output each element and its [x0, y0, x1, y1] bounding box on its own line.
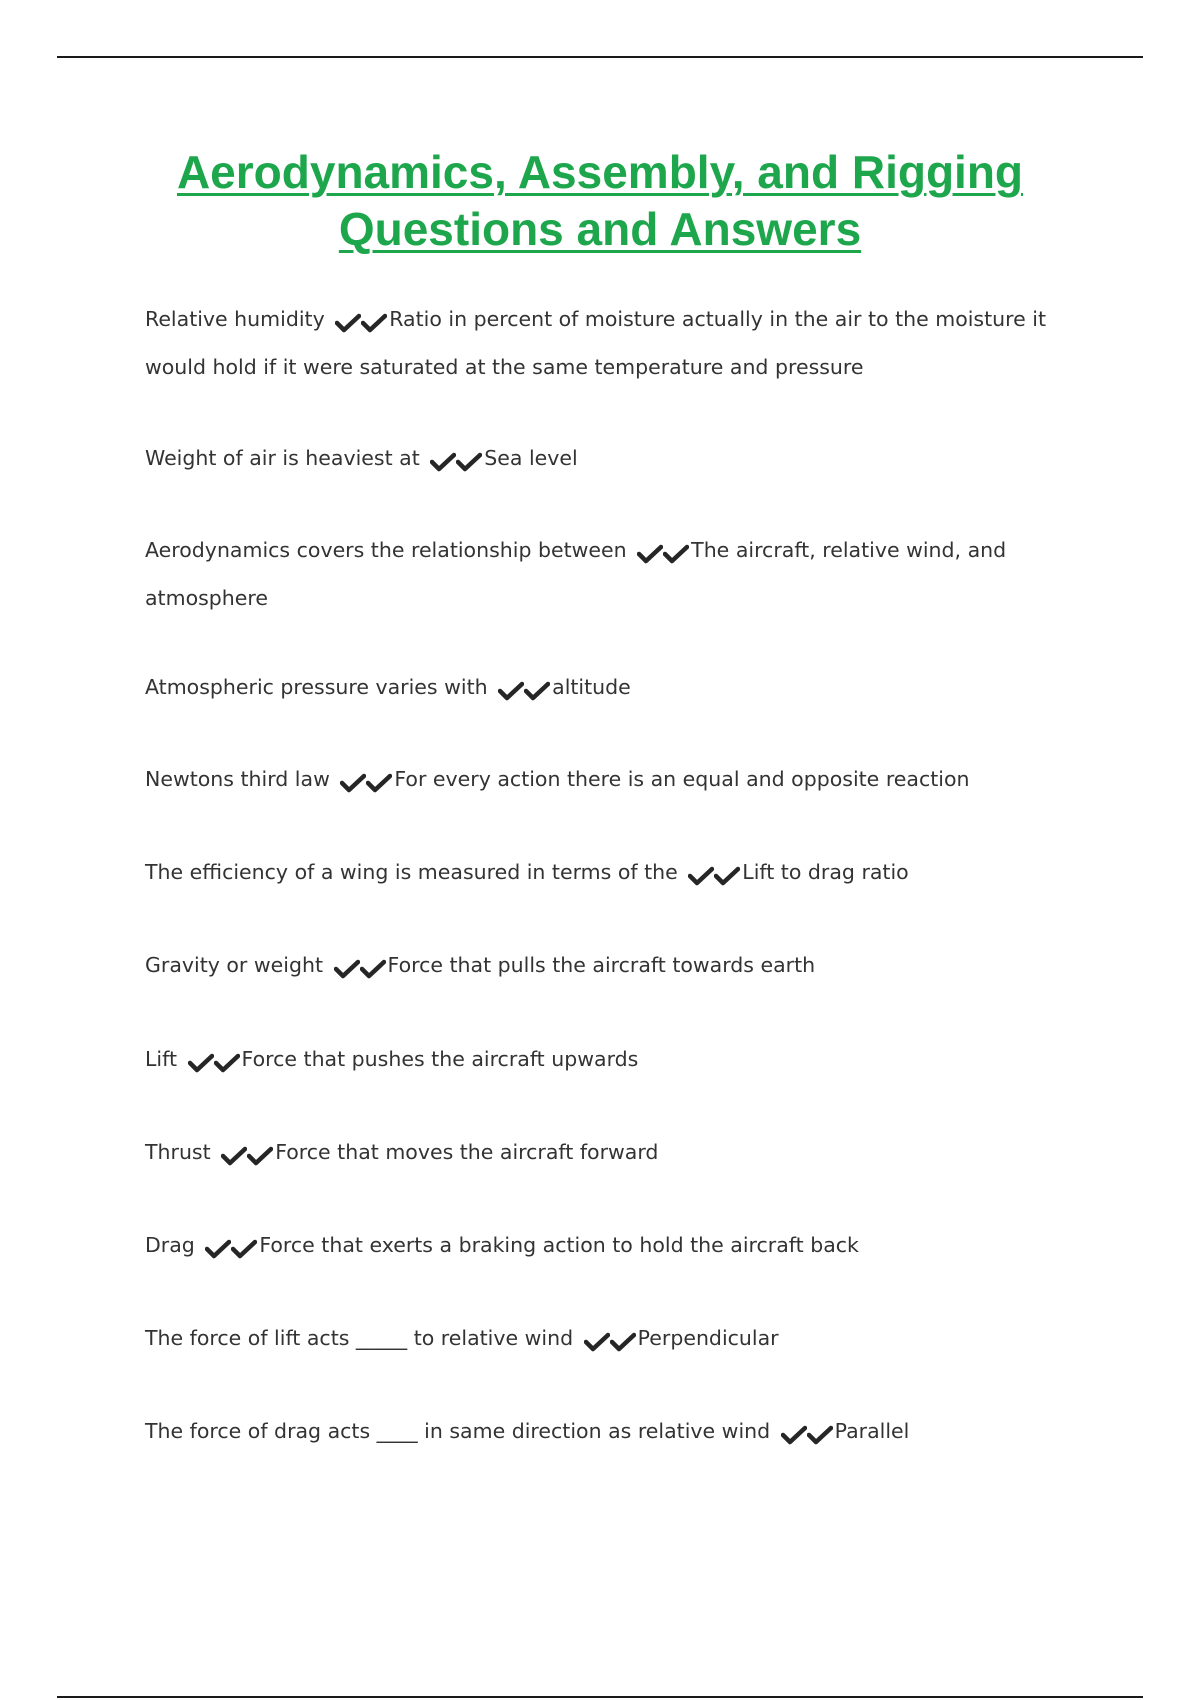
top-rule: [57, 56, 1143, 58]
check-marks: [205, 1226, 257, 1271]
question-text: The force of lift acts _____ to relative wind: [145, 1326, 574, 1350]
title-line-1: Aerodynamics, Assembly, and Rigging: [176, 146, 1024, 198]
answer-text: altitude: [552, 675, 631, 699]
qa-item: [145, 1409, 1095, 1457]
question-text: Newtons third law: [145, 767, 330, 791]
qa-item: [145, 1316, 1095, 1364]
answer-text: Perpendicular: [637, 1326, 779, 1350]
qa-item: [145, 1223, 1095, 1271]
check-mark-icon: [334, 959, 360, 979]
qa-item: [145, 528, 1095, 621]
check-marks: [334, 946, 386, 991]
check-marks: [221, 1133, 273, 1178]
check-mark-icon: [498, 681, 524, 701]
check-marks: [340, 760, 392, 805]
question-text: Weight of air is heaviest at: [145, 446, 420, 470]
question-text: Gravity or weight: [145, 953, 323, 977]
check-marks: [688, 853, 740, 898]
check-mark-icon: [637, 544, 663, 564]
check-mark-icon: [231, 1239, 257, 1259]
check-mark-icon: [360, 959, 386, 979]
answer-text: Force that moves the aircraft forward: [275, 1140, 659, 1164]
answer-text: Parallel: [834, 1419, 910, 1443]
question-text: Drag: [145, 1233, 195, 1257]
check-mark-icon: [214, 1053, 240, 1073]
answer-text: Ratio in percent of moisture actually in the air to the moisture it would hold if it were saturated at the same temperature and pressure: [145, 307, 1046, 379]
check-mark-icon: [361, 313, 387, 333]
qa-item: [145, 1130, 1095, 1178]
check-mark-icon: [335, 313, 361, 333]
qa-item: [145, 943, 1095, 991]
check-mark-icon: [688, 866, 714, 886]
check-marks: [498, 668, 550, 713]
qa-item: [145, 757, 1095, 805]
qa-item: [145, 1037, 1095, 1085]
check-marks: [781, 1412, 833, 1457]
qa-item: [145, 665, 1095, 713]
question-text: The efficiency of a wing is measured in terms of the: [145, 860, 678, 884]
qa-item: [145, 436, 1095, 484]
question-text: The force of drag acts ____ in same direction as relative wind: [145, 1419, 771, 1443]
answer-text: Sea level: [484, 446, 578, 470]
check-mark-icon: [456, 452, 482, 472]
answer-text: Force that exerts a braking action to hold the aircraft back: [259, 1233, 859, 1257]
answer-text: Lift to drag ratio: [742, 860, 909, 884]
check-marks: [637, 531, 689, 576]
check-mark-icon: [807, 1425, 833, 1445]
check-mark-icon: [714, 866, 740, 886]
answer-text: Force that pushes the aircraft upwards: [241, 1047, 639, 1071]
title-line-2: Questions and Answers: [338, 203, 862, 255]
document-title: [60, 144, 1140, 258]
answer-text: For every action there is an equal and opposite reaction: [394, 767, 970, 791]
answer-text: The aircraft, relative wind, and atmosphere: [145, 538, 1007, 610]
check-mark-icon: [188, 1053, 214, 1073]
check-marks: [430, 439, 482, 484]
question-text: Relative humidity: [145, 307, 325, 331]
check-mark-icon: [430, 452, 456, 472]
check-mark-icon: [340, 773, 366, 793]
check-mark-icon: [221, 1146, 247, 1166]
check-mark-icon: [524, 681, 550, 701]
check-marks: [584, 1319, 636, 1364]
question-text: Lift: [145, 1047, 178, 1071]
check-mark-icon: [247, 1146, 273, 1166]
question-text: Thrust: [145, 1140, 211, 1164]
check-marks: [335, 300, 387, 345]
check-mark-icon: [610, 1332, 636, 1352]
check-mark-icon: [584, 1332, 610, 1352]
bottom-rule: [57, 1696, 1143, 1698]
question-text: Atmospheric pressure varies with: [145, 675, 488, 699]
check-mark-icon: [366, 773, 392, 793]
question-text: Aerodynamics covers the relationship between: [145, 538, 627, 562]
check-mark-icon: [781, 1425, 807, 1445]
check-mark-icon: [663, 544, 689, 564]
check-marks: [188, 1040, 240, 1085]
check-mark-icon: [205, 1239, 231, 1259]
qa-item: [145, 297, 1095, 390]
qa-item: [145, 850, 1095, 898]
answer-text: Force that pulls the aircraft towards earth: [387, 953, 816, 977]
